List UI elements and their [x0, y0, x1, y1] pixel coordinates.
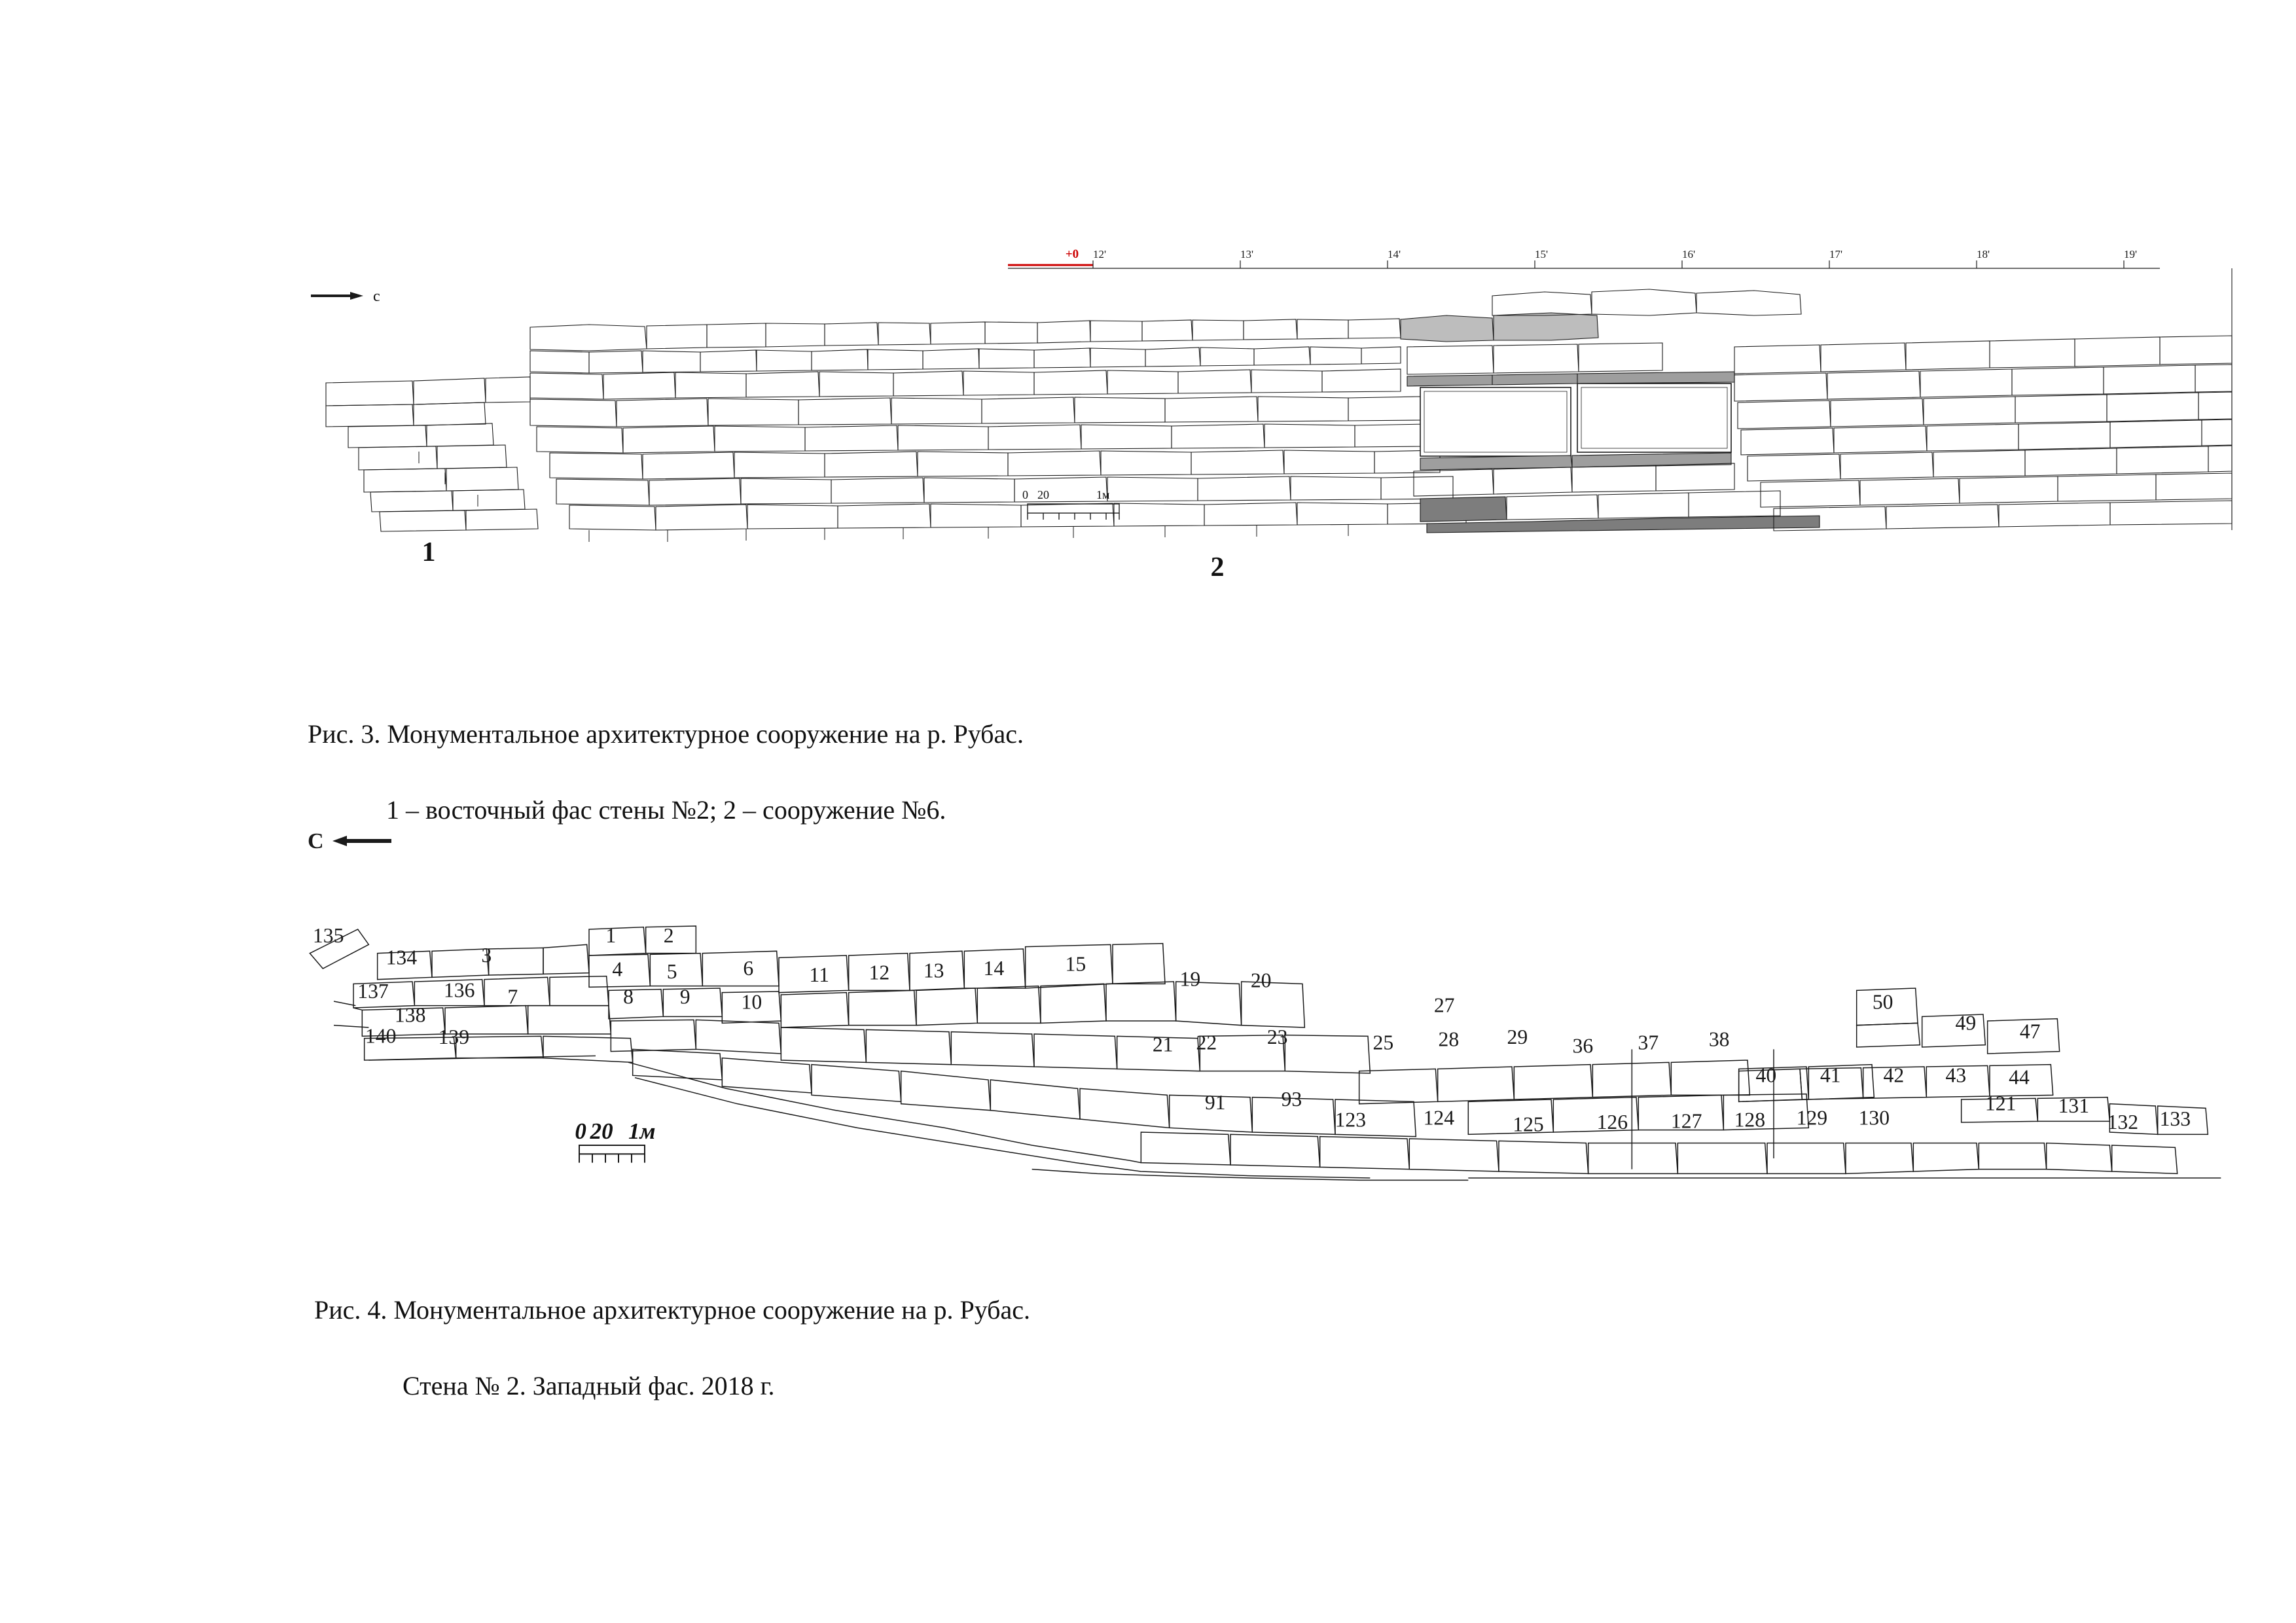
stone-number-label: 28 [1438, 1027, 1460, 1051]
stone-number-label: 140 [365, 1024, 397, 1048]
stone-number-label: 40 [1755, 1063, 1777, 1087]
figure-4-caption [288, 1253, 1030, 1481]
stone-number-label: 127 [1670, 1109, 1702, 1133]
fig3-scale-bar [1028, 504, 1119, 520]
stone-number-label: 37 [1638, 1031, 1659, 1054]
stone-number-label: 2 [663, 924, 674, 947]
stone-number-label: 19 [1179, 967, 1201, 991]
stone-number-label: 44 [2009, 1065, 2030, 1089]
stone-number-label: 135 [312, 924, 344, 947]
fig3-ruler-tick: 18' [1977, 248, 1990, 260]
fig3-masonry-top-course [530, 319, 1401, 351]
stone-number-label: 3 [481, 944, 492, 967]
stone-number-label: 129 [1796, 1106, 1828, 1130]
stone-number-label: 12 [869, 961, 890, 984]
stone-number-label: 5 [666, 960, 677, 983]
stone-number-label: 134 [386, 946, 418, 969]
stone-number-label: 136 [443, 978, 475, 1002]
stone-number-label: 121 [1984, 1092, 2017, 1115]
stone-number-label: 1 [605, 924, 617, 947]
stone-number-label: 126 [1596, 1111, 1628, 1133]
stone-number-label: 20 [1250, 969, 1272, 992]
fig3-masonry-middle [530, 369, 1466, 530]
figure-4-caption-line2: Стена № 2. Западный фас. 2018 г. [403, 1371, 775, 1400]
fig4-scale-twenty: 20 [590, 1118, 613, 1144]
fig3-panel-label-1: 1 [422, 537, 436, 567]
fig3-datum-label: +0 [1065, 247, 1079, 261]
figure-3-caption-line1: Рис. 3. Монументальное архитектурное сооружение на р. Рубас. [308, 719, 1024, 749]
stone-number-label: 139 [438, 1026, 470, 1048]
stone-number-label: 36 [1572, 1034, 1594, 1058]
fig4-scale-zero: 0 [575, 1118, 586, 1144]
stone-number-label: 4 [612, 957, 623, 981]
stone-number-label: 131 [2058, 1094, 2090, 1117]
fig3-ruler-tick: 15' [1535, 248, 1549, 260]
stone-number-label: 13 [923, 959, 944, 982]
stone-number-label: 50 [1872, 990, 1893, 1014]
stone-number-label: 14 [983, 957, 1005, 980]
fig3-ruler-tick: 14' [1388, 248, 1401, 260]
figure-4-drawing [249, 897, 2251, 1224]
stone-number-label: 128 [1734, 1108, 1766, 1132]
stone-number-label: 130 [1858, 1106, 1890, 1130]
fig3-scale-zero: 0 [1022, 488, 1028, 501]
stone-number-label: 124 [1423, 1106, 1455, 1130]
fig3-north-arrow [311, 292, 363, 300]
stone-number-label: 9 [679, 985, 691, 1008]
fig3-scale-twenty: 20 [1037, 488, 1049, 501]
figure-3-drawing [249, 242, 2245, 661]
fig3-ruler-tick: 12' [1093, 248, 1107, 260]
stone-number-label: 6 [743, 957, 754, 980]
fig3-right-wall [1734, 268, 2232, 531]
fig4-scale-meter: 1м [628, 1118, 656, 1144]
stone-number-label: 21 [1152, 1033, 1174, 1056]
fig3-ruler [1008, 260, 2160, 268]
stone-number-label: 38 [1708, 1027, 1730, 1051]
stone-number-label: 10 [741, 990, 762, 1014]
figure-4-north-arrow [308, 828, 425, 867]
stone-number-label: 133 [2159, 1107, 2191, 1130]
stone-number-label: 8 [623, 985, 634, 1008]
fig3-masonry-course-2 [530, 347, 1401, 373]
fig3-ruler-tick: 16' [1682, 248, 1696, 260]
fig3-scale-meter: 1м [1096, 488, 1110, 501]
stone-number-label: 132 [2107, 1111, 2139, 1133]
stone-number-label: 137 [357, 980, 389, 1003]
stone-number-label: 11 [809, 963, 829, 986]
stone-number-label: 15 [1065, 952, 1086, 976]
stone-number-label: 93 [1281, 1088, 1302, 1111]
stone-number-label: 23 [1266, 1026, 1288, 1048]
stone-number-label: 49 [1955, 1011, 1977, 1035]
fig3-ruler-tick: 19' [2124, 248, 2138, 260]
stone-number-label: 41 [1820, 1063, 1841, 1087]
fig3-ruler-tick: 13' [1240, 248, 1254, 260]
fig3-north-label: с [373, 288, 380, 305]
stone-number-label: 125 [1513, 1113, 1544, 1136]
stone-number-label: 7 [507, 985, 518, 1008]
stone-number-label: 43 [1945, 1063, 1967, 1087]
stone-number-label: 25 [1372, 1031, 1394, 1054]
fig3-ruler-tick: 17' [1829, 248, 1843, 260]
stone-number-label: 29 [1507, 1026, 1528, 1048]
fig3-panel-label-2: 2 [1210, 552, 1225, 582]
stone-number-label: 47 [2019, 1020, 2041, 1043]
figure-4-north-label: С [308, 829, 324, 853]
stone-number-label: 22 [1196, 1031, 1217, 1054]
figure-4-caption-line1: Рис. 4. Монументальное архитектурное сооружение на р. Рубас. [314, 1295, 1031, 1325]
fig3-bottom-ticks [419, 452, 1348, 542]
figure-3-caption [281, 677, 1024, 905]
stone-number-label: 27 [1433, 993, 1455, 1017]
fig4-scale-bar [579, 1145, 645, 1163]
stone-number-label: 138 [394, 1003, 426, 1027]
fig3-left-blocks [326, 377, 538, 531]
stone-number-label: 42 [1883, 1063, 1905, 1087]
figure-3-caption-line2: 1 – восточный фас стены №2; 2 – сооружение №6. [386, 795, 946, 825]
stone-number-label: 123 [1335, 1108, 1367, 1132]
stone-number-label: 91 [1204, 1091, 1226, 1114]
fig3-structure-6 [1401, 289, 1820, 533]
